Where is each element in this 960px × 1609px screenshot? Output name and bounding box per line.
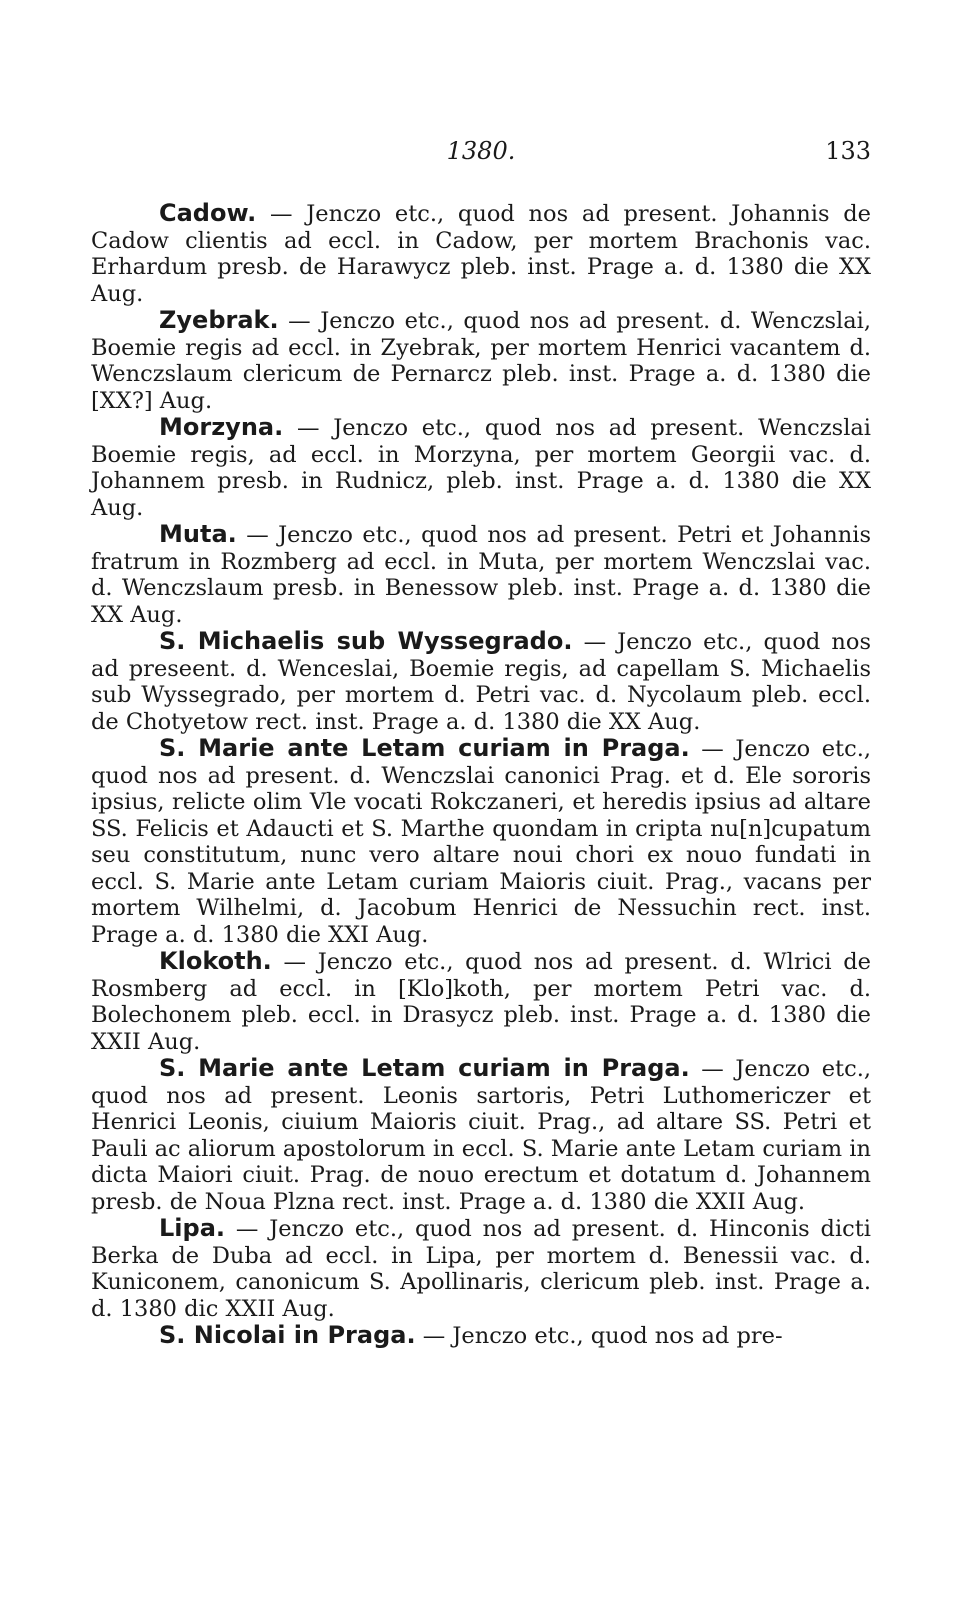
entry-zyebrak (91, 307, 871, 414)
entry-text: — Jenczo etc., quod nos ad present. Johannis de Cadow clientis ad eccl. in Cadow, per mortem Brachonis vac. Erhardum presb. de Harawycz pleb. inst. Prage a. d. 1380 die XX Aug. (91, 201, 871, 307)
book-page (91, 137, 871, 1350)
page-year: 1380. (446, 137, 516, 165)
entry-heading: Morzyna. (159, 413, 284, 441)
entry-heading: Lipa. (159, 1214, 226, 1242)
entry-heading: Zyebrak. (159, 306, 279, 334)
entry-heading: Muta. (159, 520, 237, 548)
entry-text: — Jenczo etc., quod nos ad present. Wenczslai Boemie regis, ad eccl. in Morzyna, per mortem Georgii vac. d. Johannem presb. in Rudnicz, pleb. inst. Prage a. d. 1380 die XX Aug. (91, 415, 871, 521)
entry-text: — Jenczo etc., quod nos ad pre- (415, 1323, 783, 1349)
entries (91, 200, 871, 1350)
entry-text: — Jenczo etc., quod nos ad present. d. Hinconis dicti Berka de Duba ad eccl. in Lipa, per mortem d. Benessii vac. d. Kuniconem, canonicum S. Apollinaris, clericum pleb. inst. Prage a. d. 1380 dic XXII Aug. (91, 1216, 871, 1322)
entry-text: — Jenczo etc., quod nos ad present. Petri et Johannis fratrum in Rozmberg ad eccl. in Muta, per mortem Wenczslai vac. d. Wenczslaum presb. in Benessow pleb. inst. Prage a. d. 1380 die XX Aug. (91, 522, 871, 628)
entry-s-michaelis (91, 628, 871, 735)
entry-lipa (91, 1215, 871, 1322)
entry-text: — Jenczo etc., quod nos ad present. Leonis sartoris, Petri Luthomericzer et Henrici Leonis, ciuium Maioris ciuit. Prag., ad altare SS. Petri et Pauli ac aliorum apostolorum in eccl. S. Marie ante Letam curiam in dicta Maiori ciuit. Prag. de nouo erectum et dotatum d. Johannem presb. de Noua Plzna rect. inst. Prage a. d. 1380 die XXII Aug. (91, 1056, 872, 1215)
entry-muta (91, 521, 871, 628)
entry-heading: Klokoth. (159, 947, 272, 975)
entry-cadow (91, 200, 871, 307)
entry-text: — Jenczo etc., quod nos ad preseent. d. Wenceslai, Boemie regis, ad capellam S. Michaelis sub Wyssegrado, per mortem d. Petri vac. d. Nycolaum pleb. eccl. de Chotyetow rect. inst. Prage a. d. 1380 die XX Aug. (91, 629, 871, 735)
entry-heading: S. Michaelis sub Wyssegrado. (159, 627, 573, 655)
page-number: 133 (825, 137, 871, 165)
entry-heading: Cadow. (159, 199, 257, 227)
entry-text: — Jenczo etc., quod nos ad present. d. Wenczslai canonici Prag. et d. Ele sororis ipsius, relicte olim Vle vocati Rokczaneri, et heredis ipsius ad altare SS. Felicis et Adaucti et S. Marthe quondam in cripta nu[n]cupatum seu constitutum, nunc vero altare noui chori ex nouo fundati in eccl. S. Marie ante Letam curiam Maioris ciuit. Prag., vacans per mortem Wilhelmi, d. Jacobum Henrici de Nessuchin rect. inst. Prage a. d. 1380 die XXI Aug. (91, 736, 872, 948)
entry-heading: S. Marie ante Letam curiam in Praga. (159, 734, 690, 762)
entry-text: — Jenczo etc., quod nos ad present. d. Wenczslai, Boemie regis ad eccl. in Zyebrak, per mortem Henrici vacantem d. Wenczslaum clericum de Pernarcz pleb. inst. Prage a. d. 1380 die [XX?] Aug. (91, 308, 871, 414)
entry-heading: S. Nicolai in Praga. (159, 1321, 416, 1349)
entry-s-nicolai (91, 1322, 871, 1350)
entry-klokoth (91, 948, 871, 1055)
entry-morzyna (91, 414, 871, 521)
entry-s-marie-2 (91, 1055, 871, 1215)
entry-s-marie-1 (91, 735, 871, 948)
page-header (91, 137, 871, 177)
entry-heading: S. Marie ante Letam curiam in Praga. (159, 1054, 690, 1082)
entry-text: — Jenczo etc., quod nos ad present. d. Wlrici de Rosmberg ad eccl. in [Klo]koth, per mortem Petri vac. d. Bolechonem pleb. eccl. in Drasycz pleb. inst. Prage a. d. 1380 die XXII Aug. (91, 949, 871, 1055)
